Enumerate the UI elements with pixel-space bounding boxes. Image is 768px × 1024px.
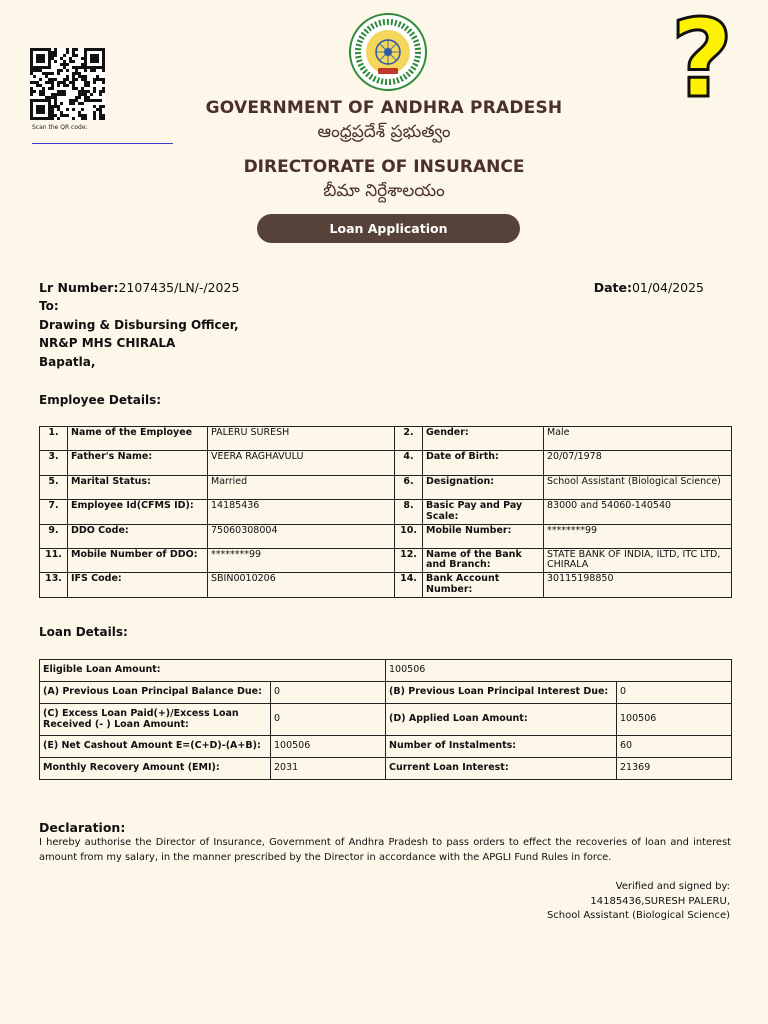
field-value: SBIN0010206 xyxy=(208,573,395,597)
loan-field-label: (C) Excess Loan Paid(+)/Excess Loan Received (- ) Loan Amount: xyxy=(40,704,271,736)
field-value: ********99 xyxy=(544,524,732,548)
address-line: Drawing & Disbursing Officer, xyxy=(39,317,239,332)
row-number: 7. xyxy=(40,500,68,524)
row-number: 13. xyxy=(40,573,68,597)
qr-caption: Scan the QR code: xyxy=(32,124,88,131)
eligible-loan-value: 100506 xyxy=(386,660,732,682)
field-value: PALERU SURESH xyxy=(208,427,395,451)
declaration-text: I hereby authorise the Director of Insurance, Government of Andhra Pradesh to pass orders to effect the recoveries of loan and interest amount from my salary, in the manner prescribed by the Director in accordance with the APGLI Fund Rules in force. xyxy=(39,837,731,863)
employee-details-heading: Employee Details: xyxy=(39,393,162,407)
signature-block xyxy=(547,880,730,924)
government-title: GOVERNMENT OF ANDHRA PRADESH xyxy=(205,98,563,118)
row-number: 10. xyxy=(395,524,423,548)
field-label: Basic Pay and Pay Scale: xyxy=(423,500,544,524)
loan-field-label: Monthly Recovery Amount (EMI): xyxy=(40,758,271,780)
date-label: Date: xyxy=(593,280,632,295)
svg-text:?: ? xyxy=(670,6,734,106)
loan-field-value: 0 xyxy=(617,682,732,704)
field-label: Mobile Number of DDO: xyxy=(68,548,208,572)
recipient-address xyxy=(39,297,239,371)
ap-state-emblem-icon xyxy=(348,12,428,92)
date-value: 01/04/2025 xyxy=(631,280,704,295)
field-label: Name of the Employee xyxy=(68,427,208,451)
row-number: 1. xyxy=(40,427,68,451)
row-number: 2. xyxy=(395,427,423,451)
row-number: 4. xyxy=(395,451,423,475)
signature-line: School Assistant (Biological Science) xyxy=(546,910,730,921)
field-label: Date of Birth: xyxy=(423,451,544,475)
field-value: 30115198850 xyxy=(544,573,732,597)
table-row xyxy=(40,524,732,548)
application-date xyxy=(594,280,704,295)
table-row xyxy=(40,704,732,736)
table-row xyxy=(40,475,732,499)
employee-details-table xyxy=(39,426,732,598)
field-value: STATE BANK OF INDIA, ILTD, ITC LTD, CHIRALA xyxy=(544,548,732,572)
loan-field-label: Current Loan Interest: xyxy=(386,758,617,780)
declaration-heading: Declaration: xyxy=(39,820,126,835)
loan-field-label: (D) Applied Loan Amount: xyxy=(386,704,617,736)
table-row xyxy=(40,500,732,524)
field-value: ********99 xyxy=(208,548,395,572)
lr-number-value: 2107435/LN/-/2025 xyxy=(118,280,240,295)
question-mark-icon xyxy=(662,6,742,106)
field-label: Employee Id(CFMS ID): xyxy=(68,500,208,524)
document-type-badge: Loan Application xyxy=(257,214,520,243)
address-line: Bapatla, xyxy=(39,354,96,369)
field-value: School Assistant (Biological Science) xyxy=(544,475,732,499)
lr-number xyxy=(39,280,239,295)
field-value: Married xyxy=(208,475,395,499)
loan-field-value: 100506 xyxy=(617,704,732,736)
loan-field-value: 100506 xyxy=(271,736,386,758)
row-number: 12. xyxy=(395,548,423,572)
loan-field-label: (A) Previous Loan Principal Balance Due: xyxy=(40,682,271,704)
loan-field-value: 21369 xyxy=(617,758,732,780)
field-label: Marital Status: xyxy=(68,475,208,499)
directorate-title-telugu: బీమా నిర్దేశాలయం xyxy=(323,181,445,201)
government-title-telugu: ఆంధ్రప్రదేశ్ ప్రభుత్వం xyxy=(317,122,451,142)
table-row xyxy=(40,758,732,780)
directorate-title: DIRECTORATE OF INSURANCE xyxy=(243,157,525,177)
field-value: 20/07/1978 xyxy=(544,451,732,475)
loan-field-value: 0 xyxy=(271,704,386,736)
table-row xyxy=(40,682,732,704)
field-label: DDO Code: xyxy=(68,524,208,548)
field-label: Father's Name: xyxy=(68,451,208,475)
eligible-loan-label: Eligible Loan Amount: xyxy=(40,660,386,682)
address-line: NR&P MHS CHIRALA xyxy=(39,336,176,350)
address-to: To: xyxy=(39,299,59,313)
field-value: 83000 and 54060-140540 xyxy=(544,500,732,524)
loan-field-value: 2031 xyxy=(271,758,386,780)
loan-field-label: (B) Previous Loan Principal Interest Due: xyxy=(386,682,617,704)
signature-line: 14185436,SURESH PALERU, xyxy=(590,895,730,907)
row-number: 8. xyxy=(395,500,423,524)
field-label: Name of the Bank and Branch: xyxy=(423,548,544,572)
loan-field-label: (E) Net Cashout Amount E=(C+D)-(A+B): xyxy=(40,736,271,758)
field-value: 75060308004 xyxy=(208,524,395,548)
table-row xyxy=(40,548,732,572)
loan-details-heading: Loan Details: xyxy=(39,625,128,639)
table-row xyxy=(40,427,732,451)
lr-number-label: Lr Number: xyxy=(39,280,119,295)
field-label: Designation: xyxy=(423,475,544,499)
row-number: 3. xyxy=(40,451,68,475)
field-value: 14185436 xyxy=(208,500,395,524)
loan-field-label: Number of Instalments: xyxy=(386,736,617,758)
field-value: Male xyxy=(544,427,732,451)
table-row xyxy=(40,736,732,758)
row-number: 9. xyxy=(40,524,68,548)
field-label: IFS Code: xyxy=(68,573,208,597)
loan-field-value: 0 xyxy=(271,682,386,704)
field-label: Gender: xyxy=(423,427,544,451)
table-row xyxy=(40,451,732,475)
row-number: 11. xyxy=(40,548,68,572)
field-value: VEERA RAGHAVULU xyxy=(208,451,395,475)
field-label: Bank Account Number: xyxy=(423,573,544,597)
table-row xyxy=(40,573,732,597)
signature-line: Verified and signed by: xyxy=(615,881,730,892)
row-number: 5. xyxy=(40,475,68,499)
row-number: 14. xyxy=(395,573,423,597)
field-label: Mobile Number: xyxy=(423,524,544,548)
loan-field-value: 60 xyxy=(617,736,732,758)
loan-details-table xyxy=(39,659,732,780)
row-number: 6. xyxy=(395,475,423,499)
